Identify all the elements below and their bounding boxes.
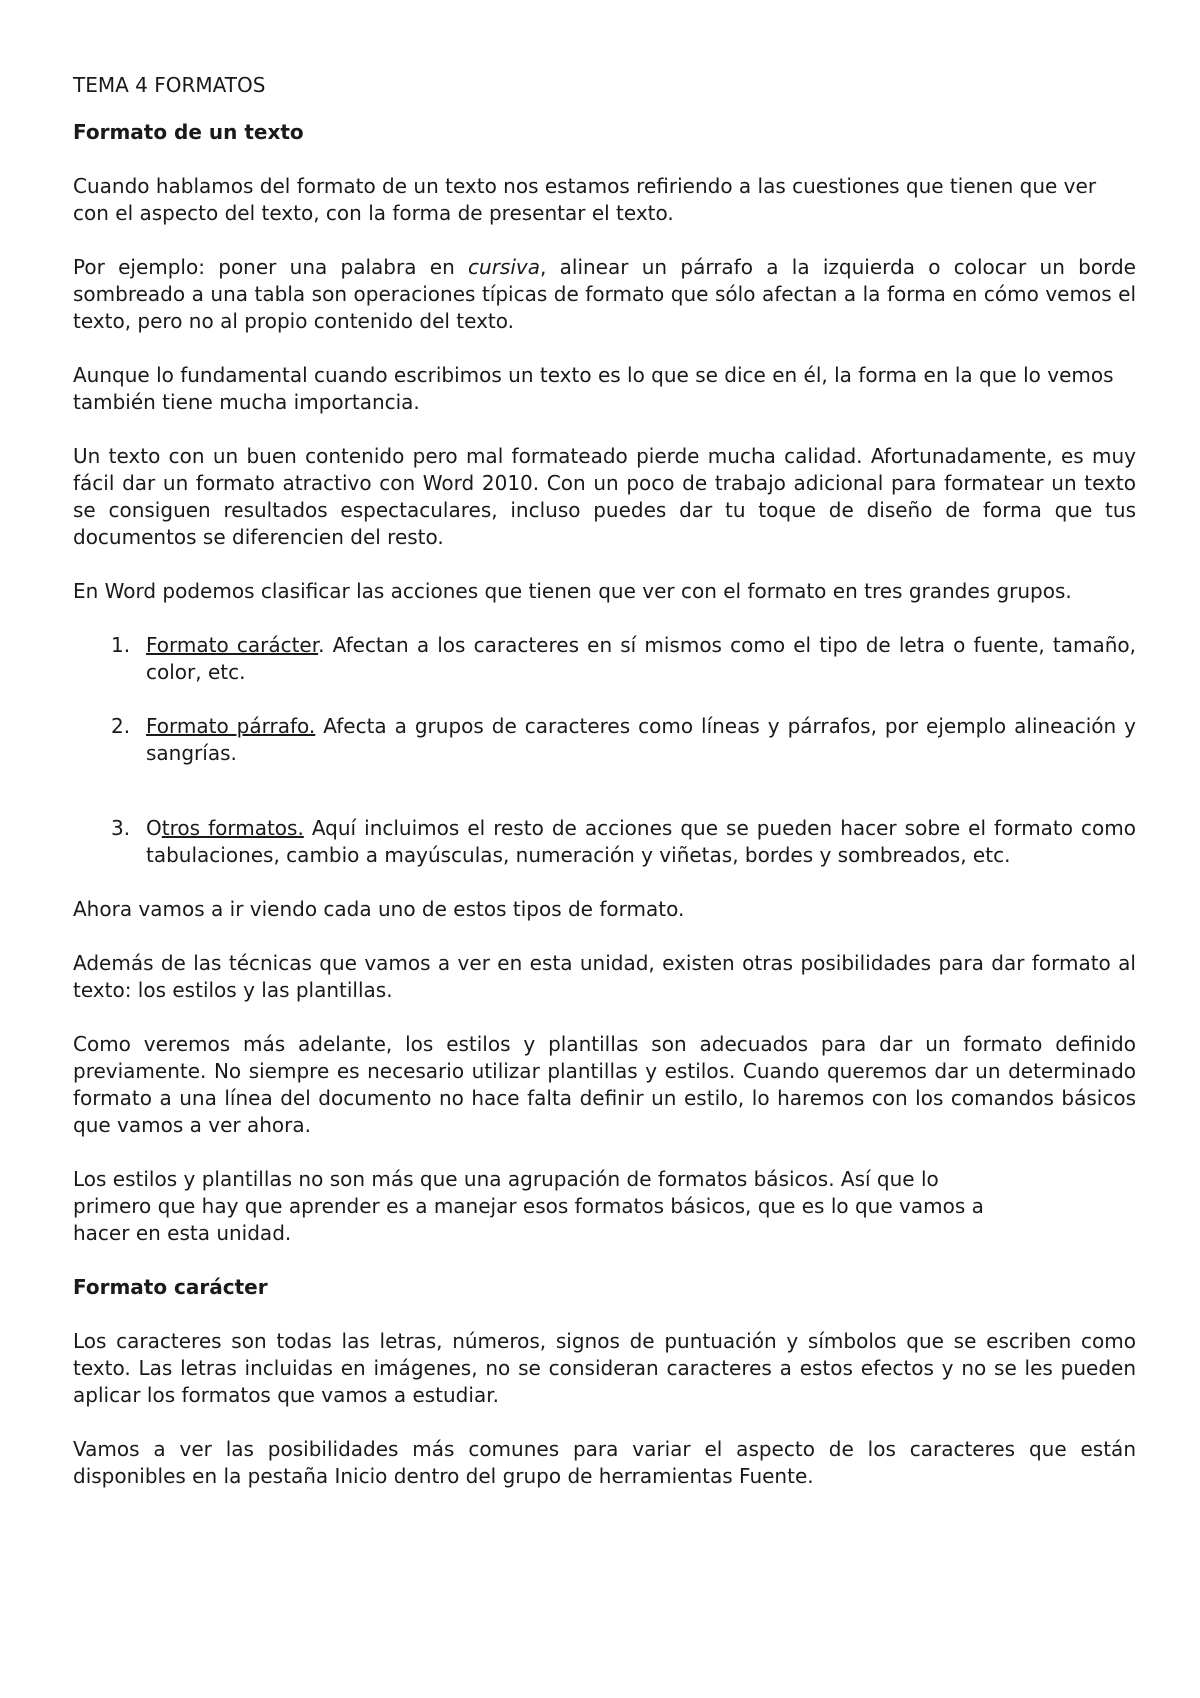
- list-number: 1.: [111, 633, 131, 657]
- list-number: 2.: [111, 714, 131, 738]
- list-item-prefix: O: [146, 816, 162, 840]
- paragraph-7: Además de las técnicas que vamos a ver en esta unidad, existen otras posibilidades para dar formato al texto: los estilos y las plantillas.: [73, 951, 1136, 1002]
- list-item-description: . Afectan a los caracteres en sí mismos como el tipo de letra o fuente, tamaño, color, etc.: [146, 633, 1136, 684]
- paragraph-10: Los caracteres son todas las letras, números, signos de puntuación y símbolos que se escriben como texto. Las letras incluidas en imágenes, no se consideran caracteres a estos efectos y no se les pueden aplicar los formatos que vamos a estudiar.: [73, 1329, 1136, 1407]
- paragraph-2-start: Por ejemplo: poner una palabra en: [73, 255, 469, 279]
- paragraph-6: Ahora vamos a ir viendo cada uno de estos tipos de formato.: [73, 897, 685, 921]
- paragraph-9: [73, 1166, 1136, 1247]
- list-item-description: Aquí incluimos el resto de acciones que se pueden hacer sobre el formato como tabulaciones, cambio a mayúsculas, numeración y viñetas, bordes y sombreados, etc.: [146, 816, 1136, 867]
- paragraph-3: Aunque lo fundamental cuando escribimos un texto es lo que se dice en él, la forma en la que lo vemos también tiene mucha importancia.: [73, 363, 1114, 414]
- list-item-underlined-term: tros formatos.: [161, 816, 304, 840]
- paragraph-4: Un texto con un buen contenido pero mal formateado pierde mucha calidad. Afortunadamente, es muy fácil dar un formato atractivo con Word 2010. Con un poco de trabajo adicional para formatear un texto se consiguen resultados espectaculares, incluso puedes dar tu toque de diseño de forma que tus documentos se diferencien del resto.: [73, 444, 1136, 549]
- list-number: 3.: [111, 816, 131, 840]
- list-item-formato-caracter: [73, 632, 1136, 686]
- list-item-underlined-term: Formato párrafo.: [146, 714, 316, 738]
- paragraph-5: En Word podemos clasificar las acciones que tienen que ver con el formato en tres grandes grupos.: [73, 579, 1072, 603]
- list-item-description: Afecta a grupos de caracteres como líneas y párrafos, por ejemplo alineación y sangrías.: [146, 714, 1137, 765]
- paragraph-1: Cuando hablamos del formato de un texto nos estamos refiriendo a las cuestiones que tienen que ver con el aspecto del texto, con la forma de presentar el texto.: [73, 174, 1097, 225]
- paragraph-11: Vamos a ver las posibilidades más comunes para variar el aspecto de los caracteres que están disponibles en la pestaña Inicio dentro del grupo de herramientas Fuente.: [73, 1437, 1136, 1488]
- list-item-otros-formatos: [73, 815, 1136, 869]
- paragraph-9-line: primero que hay que aprender es a manejar esos formatos básicos, que es lo que vamos a: [73, 1194, 984, 1218]
- italic-word: cursiva: [468, 255, 540, 279]
- format-types-list: [73, 632, 1136, 869]
- list-item-formato-parrafo: [73, 713, 1136, 767]
- section-heading-formato-de-un-texto: Formato de un texto: [73, 120, 304, 144]
- document-title: TEMA 4 FORMATOS: [73, 73, 266, 97]
- section-heading-formato-caracter: Formato carácter: [73, 1275, 268, 1299]
- paragraph-9-line: Los estilos y plantillas no son más que una agrupación de formatos básicos. Así que lo: [73, 1167, 939, 1191]
- paragraph-2: [73, 254, 1136, 335]
- list-item-underlined-term: Formato carácter: [146, 633, 319, 657]
- paragraph-8: Como veremos más adelante, los estilos y plantillas son adecuados para dar un formato definido previamente. No siempre es necesario utilizar plantillas y estilos. Cuando queremos dar un determinado formato a una línea del documento no hace falta definir un estilo, lo haremos con los comandos básicos que vamos a ver ahora.: [73, 1032, 1136, 1137]
- paragraph-2-end: , alinear un párrafo a la izquierda o colocar un borde sombreado a una tabla son operaciones típicas de formato que sólo afectan a la forma en cómo vemos el texto, pero no al propio contenido del texto.: [73, 255, 1136, 333]
- paragraph-9-line: hacer en esta unidad.: [73, 1221, 292, 1245]
